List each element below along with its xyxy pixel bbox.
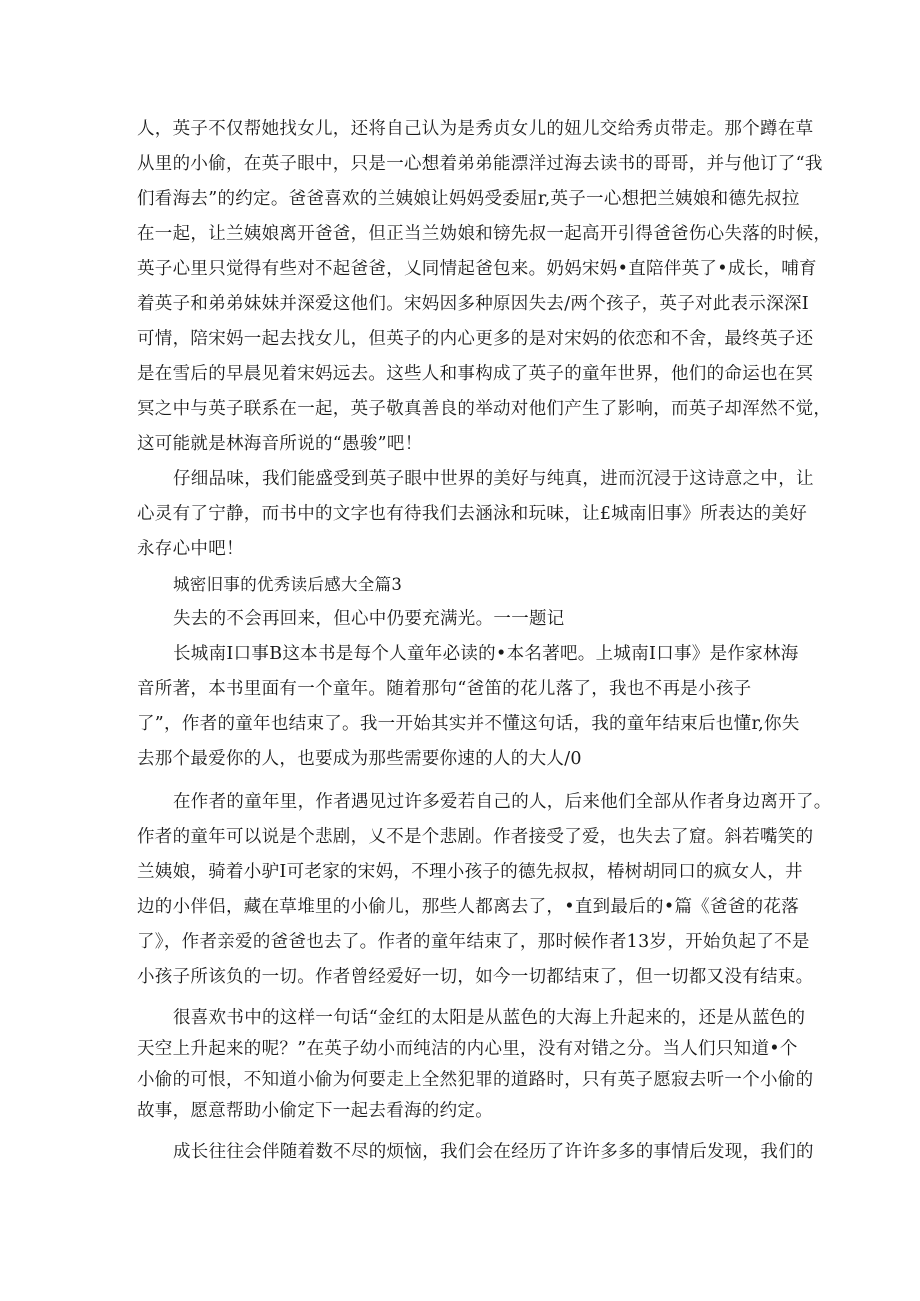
text-line: 们看海去”的约定。爸爸喜欢的兰姨娘让妈妈受委屈r,英子一心想把兰姨娘和德先叔拉 [137, 189, 800, 209]
text-line: 长城南I口事B这本书是每个人童年必读的•本名著吧。上城南I口事》是作家林海 [173, 644, 799, 664]
section-title: 城密旧事的优秀读后感大全篇3 [173, 575, 403, 594]
text-line: 天空上升起来的呢？”在英子幼小而纯洁的内心里，没有对错之分。当人们只知道•个 [137, 1039, 798, 1059]
text-line: 人，英子不仅帮她找女儿，还将自己认为是秀贞女儿的妞儿交给秀贞带走。那个蹲在草 [137, 119, 814, 139]
text-line: 兰姨娘，骑着小驴I可老家的宋妈，不理小孩子的德先叔叔，椿树胡同口的疯女人，井 [137, 862, 803, 882]
text-line: 小孩子所该负的一切。作者曾经爱好一切，如今一切都结束了，但一切都又没有结束。 [137, 967, 814, 987]
text-line: 音所著，本书里面有一个童年。随着那句“爸笛的花儿落了，我也不再是小孩子 [137, 679, 752, 699]
epigraph: 失去的不会再回来，但心中仍要充满光。一一题记 [173, 609, 565, 629]
text-line: 边的小伴侣，藏在草堆里的小偷儿，那些人都离去了，•直到最后的•篇《爸爸的花落 [137, 897, 800, 917]
text-line: 了》，作者亲爱的爸爸也去了。作者的童年结束了，那时候作者13岁，开始负起了不是 [137, 932, 810, 952]
text-line: 在作者的童年里，作者遇见过许多爱若自己的人，后来他们全部从作者身边离开了。 [173, 792, 832, 812]
text-line: 从里的小偷，在英子眼中，只是一心想着弟弟能漂洋过海去读书的哥哥，并与他订了“我 [137, 154, 823, 174]
text-line: 去那个最爱你的人，也要成为那些需要你速的人的大人/0 [137, 749, 582, 769]
text-line: 可情，陪宋妈一起去找女儿，但英子的内心更多的是对宋妈的依恋和不舍，最终英子还 [137, 329, 814, 349]
text-line: 仔细品味，我们能盛受到英子眼中世界的美好与纯真，进而沉浸于这诗意之中，让 [173, 469, 814, 489]
text-line: 心灵有了宁静，而书中的文字也有待我们去涵泳和玩味，让£城南旧事》所表达的美好 [137, 504, 808, 524]
text-line: 英子心里只觉得有些对不起爸爸，乂同情起爸包来。奶妈宋妈•直陪伴英了•成长，哺育 [137, 259, 817, 279]
text-line: 故事，愿意帮助小偷定下一起去看海的约定。 [137, 1101, 493, 1121]
text-line: 是在雪后的早晨见着宋妈远去。这些人和事构成了英子的童年世界，他们的命运也在冥 [137, 364, 814, 384]
text-line: 着英子和弟弟妹妹并深爱这他们。宋妈因多种原因失去/两个孩子，英子对此表示深深I [137, 294, 810, 314]
text-line: 了”，作者的童年也结束了。我一开始其实并不懂这句话，我的童年结束后也懂r,你失 [137, 714, 800, 734]
text-line: 在一起，让兰姨娘离开爸爸，但正当兰妫娘和镑先叔一起高开引得爸爸伤心失落的时候， [137, 224, 832, 244]
document-body [137, 112, 832, 1170]
text-line: 这可能就是林海音所说的“愚骏”吧！ [137, 434, 423, 454]
text-line: 冥之中与英子联系在一起，英子敬真善良的举动对他们产生了影响，而英子却浑然不觉， [137, 399, 832, 419]
text-line: 成长往往会伴随着数不尽的烦恼，我们会在经历了许许多多的事情后发现，我们的 [173, 1142, 814, 1162]
text-line: 小偷的可恨，不知道小偷为何要走上全然犯罪的道路时，只有英子愿寂去听一个小偷的 [137, 1070, 814, 1090]
text-line: 很喜欢书中的这样一句话“金红的太阳是从蓝色的大海上升起来的，还是从蓝色的 [173, 1008, 806, 1028]
text-line: 作者的童年可以说是个悲剧，乂不是个悲剧。作者接受了爱，也失去了窟。斜若嘴笑的 [137, 827, 814, 847]
text-line: 永存心中吧！ [137, 539, 244, 559]
